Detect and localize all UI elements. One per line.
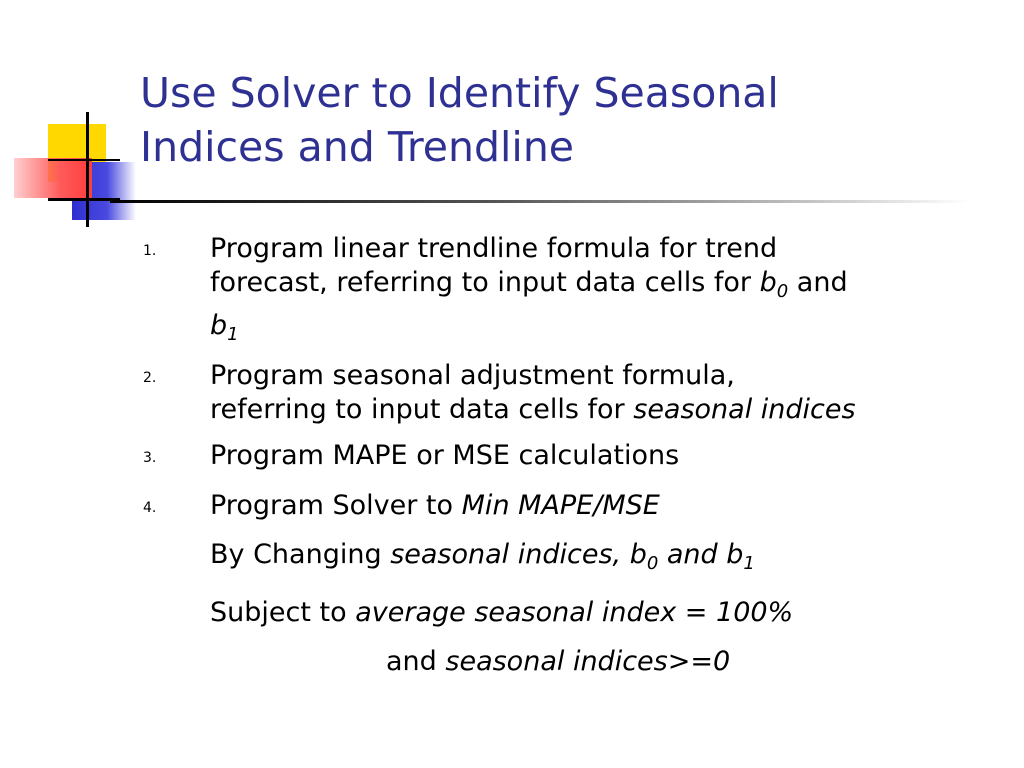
list-item-4 bbox=[138, 489, 1008, 523]
item-1-line-3 bbox=[210, 309, 1008, 352]
subscript-1: 1 bbox=[743, 553, 755, 574]
by-changing-italic: seasonal indices, b bbox=[390, 539, 647, 570]
list-number: 4. bbox=[143, 500, 157, 516]
and-label: and bbox=[386, 646, 437, 677]
decor-vertical-line bbox=[86, 112, 89, 227]
and-constraint-line bbox=[138, 645, 1008, 679]
subscript-1: 1 bbox=[227, 324, 239, 345]
list-number: 3. bbox=[143, 450, 157, 466]
item-2-italic: seasonal indices bbox=[633, 394, 856, 425]
and-word: and bbox=[796, 267, 848, 298]
item-2-line-2-text: referring to input data cells for bbox=[210, 394, 625, 425]
item-4-italic: Min MAPE/MSE bbox=[461, 490, 660, 521]
by-changing-line bbox=[138, 538, 1008, 581]
b-variable: b bbox=[759, 267, 777, 298]
subject-to-line bbox=[138, 596, 1008, 630]
slide-title bbox=[140, 66, 1000, 174]
item-4-text bbox=[210, 489, 1008, 523]
list-number: 1. bbox=[143, 243, 157, 259]
item-4-text-plain: Program Solver to bbox=[210, 490, 454, 521]
item-1-line-1: Program linear trendline formula for trend bbox=[210, 233, 778, 264]
item-1-line-2 bbox=[210, 266, 1008, 309]
item-3-text: Program MAPE or MSE calculations bbox=[210, 440, 680, 471]
title-line-2: Indices and Trendline bbox=[140, 123, 575, 171]
by-changing-and: and b bbox=[666, 539, 744, 570]
item-2-line-2 bbox=[210, 393, 1008, 427]
list-item-3 bbox=[138, 439, 1008, 473]
slide-decoration bbox=[0, 0, 140, 240]
by-changing-label: By Changing bbox=[210, 539, 382, 570]
decor-red-square bbox=[14, 158, 92, 198]
subscript-0: 0 bbox=[646, 553, 659, 574]
b-variable: b bbox=[210, 310, 228, 341]
and-italic: seasonal indices>=0 bbox=[445, 646, 731, 677]
item-1-line-2-text: forecast, referring to input data cells for bbox=[210, 267, 752, 298]
list-item-1 bbox=[138, 232, 1008, 352]
subscript-0: 0 bbox=[776, 281, 789, 302]
list-number: 2. bbox=[143, 370, 157, 386]
subject-to-label: Subject to bbox=[210, 597, 347, 628]
title-divider bbox=[110, 200, 970, 203]
subject-to-italic: average seasonal index = 100% bbox=[355, 597, 794, 628]
slide-body bbox=[138, 232, 1008, 679]
list-item-2 bbox=[138, 359, 1008, 427]
decor-horizontal-line-top bbox=[48, 159, 120, 161]
item-2-line-1: Program seasonal adjustment formula, bbox=[210, 360, 735, 391]
title-line-1: Use Solver to Identify Seasonal bbox=[140, 69, 779, 117]
